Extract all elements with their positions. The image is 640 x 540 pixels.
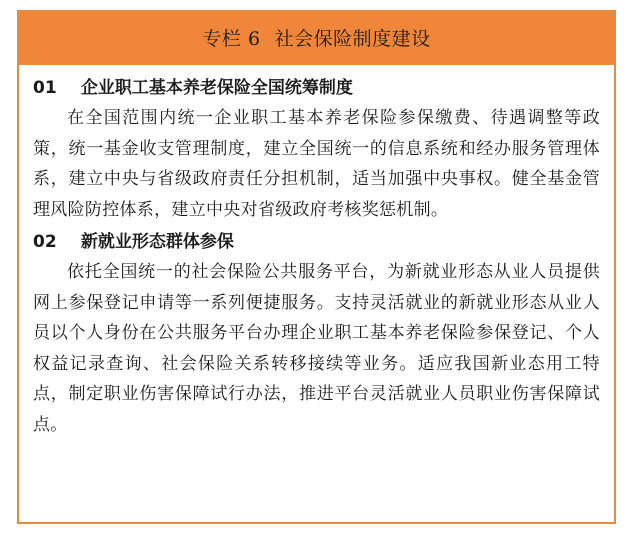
column-number: 6 bbox=[247, 28, 261, 50]
section-number: 02 bbox=[33, 232, 57, 252]
section-body-02: 依托全国统一的社会保险公共服务平台，为新就业形态从业人员提供网上参保登记申请等一系列便捷服务。支持灵活就业的新就业形态从业人员以个人身份在公共服务平台办理企业职工基本养老保险参保登记、个人权益记录查询、社会保险关系转移接续等业务。适应我国新业态用工特点，制定职业伤害保障试行办法，推进平台灵活就业人员职业伤害保障试点。 bbox=[33, 262, 600, 435]
section-title: 企业职工基本养老保险全国统筹制度 bbox=[80, 78, 353, 98]
section-title: 新就业形态群体参保 bbox=[80, 232, 234, 252]
column-title: 社会保险制度建设 bbox=[274, 28, 431, 50]
section-body-01: 在全国范围内统一企业职工基本养老保险参保缴费、待遇调整等政策，统一基金收支管理制度，建立全国统一的信息系统和经办服务管理体系，建立中央与省级政府责任分担机制，适当加强中央事权。健全基金管理风险防控体系，建立中央对省级政府考核奖惩机制。 bbox=[33, 108, 600, 220]
section-heading-02 bbox=[33, 227, 600, 257]
column-header bbox=[19, 12, 614, 65]
column-box bbox=[17, 10, 616, 524]
column-prefix: 专栏 bbox=[202, 28, 242, 50]
column-label bbox=[202, 24, 260, 51]
section-number: 01 bbox=[33, 78, 57, 98]
column-content bbox=[19, 65, 614, 440]
section-heading-01 bbox=[33, 73, 600, 103]
